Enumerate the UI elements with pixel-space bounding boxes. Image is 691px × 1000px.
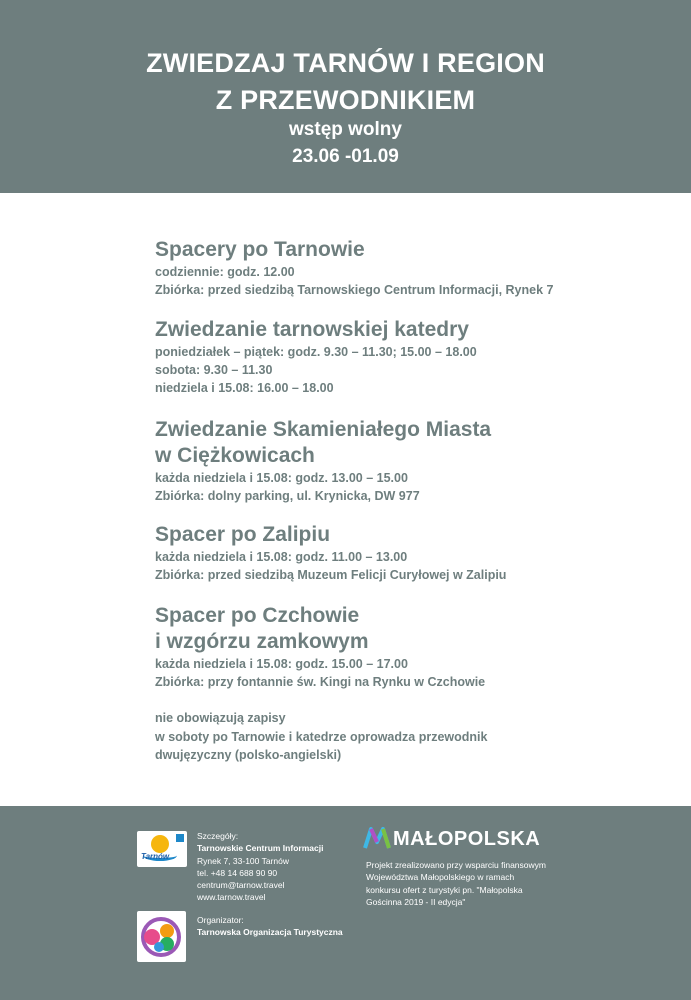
info-square-icon <box>176 834 184 842</box>
tour-title: Zwiedzanie Skamieniałego Miasta <box>155 418 492 441</box>
note-line: nie obowiązują zapisy <box>155 711 286 725</box>
tour-schedule: sobota: 9.30 – 11.30 <box>155 363 273 377</box>
project-line: Projekt zrealizowano przy wsparciu finansowym <box>366 860 546 870</box>
organizer-logo-graphic <box>137 911 186 962</box>
note-line: dwujęzyczny (polsko-angielski) <box>155 748 342 762</box>
tour-schedule: codziennie: godz. 12.00 <box>155 265 295 279</box>
tour-section-tarnow-walks <box>155 237 553 299</box>
footer-band <box>0 806 691 1000</box>
tour-section-cathedral <box>155 317 477 397</box>
header-band <box>0 0 691 193</box>
tour-title: Spacery po Tarnowie <box>155 238 365 261</box>
website-link[interactable]: www.tarnow.travel <box>197 892 266 903</box>
project-funding-note <box>366 859 566 908</box>
organizer-info <box>197 914 343 939</box>
tour-schedule: każda niedziela i 15.08: godz. 15.00 – 17.00 <box>155 657 408 671</box>
tour-section-petrified-town <box>155 417 491 505</box>
organizer-logo <box>137 911 186 962</box>
tour-section-zalipie <box>155 522 506 584</box>
malopolska-logo-text: MAŁOPOLSKA <box>393 828 541 850</box>
content-area <box>0 193 691 806</box>
note-line: w soboty po Tarnowie i katedrze oprowadza przewodnik <box>155 729 488 744</box>
tour-schedule: poniedziałek – piątek: godz. 9.30 – 11.30; 15.00 – 18.00 <box>155 345 477 359</box>
contact-info <box>197 830 323 904</box>
malopolska-logo-icon <box>363 826 391 850</box>
tarnow-logo-text: Tarnów <box>141 852 170 861</box>
email-link[interactable]: centrum@tarnow.travel <box>197 880 285 891</box>
tour-title: i wzgórzu zamkowym <box>155 630 369 653</box>
tour-title: Spacer po Zalipiu <box>155 523 331 546</box>
organizer-label: Organizator: <box>197 915 244 925</box>
tour-title: Zwiedzanie tarnowskiej katedry <box>155 318 469 341</box>
tour-meeting-point: Zbiórka: przy fontannie św. Kingi na Rynku w Czchowie <box>155 675 486 689</box>
tour-schedule: niedziela i 15.08: 16.00 – 18.00 <box>155 381 334 395</box>
poster-dates: 23.06 -01.09 <box>292 146 399 167</box>
tour-section-czchow <box>155 603 485 691</box>
project-line: konkursu ofert z turystyki pn. "Małopolska <box>366 884 523 895</box>
project-line: Województwa Małopolskiego w ramach <box>366 872 515 883</box>
notes-block <box>155 709 487 765</box>
poster-title-line2: Z PRZEWODNIKIEM <box>215 85 476 115</box>
project-line: Gościnna 2019 - II edycja" <box>366 896 466 907</box>
tour-meeting-point: Zbiórka: przed siedzibą Tarnowskiego Centrum Informacji, Rynek 7 <box>155 283 554 297</box>
tarnow-logo <box>137 831 187 867</box>
poster-subtitle: wstęp wolny <box>289 119 402 140</box>
details-org: Tarnowskie Centrum Informacji <box>197 843 324 854</box>
phone: tel. +48 14 688 90 90 <box>197 867 278 878</box>
tour-meeting-point: Zbiórka: przed siedzibą Muzeum Felicji Curyłowej w Zalipiu <box>155 568 507 582</box>
poster-title-line1: ZWIEDZAJ TARNÓW I REGION <box>146 48 545 78</box>
tour-meeting-point: Zbiórka: dolny parking, ul. Krynicka, DW 977 <box>155 489 420 503</box>
address: Rynek 7, 33-100 Tarnów <box>197 855 289 866</box>
tour-title: w Ciężkowicach <box>155 444 315 467</box>
details-label: Szczegóły: <box>197 831 239 841</box>
tour-title: Spacer po Czchowie <box>155 604 360 627</box>
tour-schedule: każda niedziela i 15.08: godz. 13.00 – 15.00 <box>155 471 408 485</box>
tour-schedule: każda niedziela i 15.08: godz. 11.00 – 13.00 <box>155 550 408 564</box>
organizer-name: Tarnowska Organizacja Turystyczna <box>197 927 343 938</box>
